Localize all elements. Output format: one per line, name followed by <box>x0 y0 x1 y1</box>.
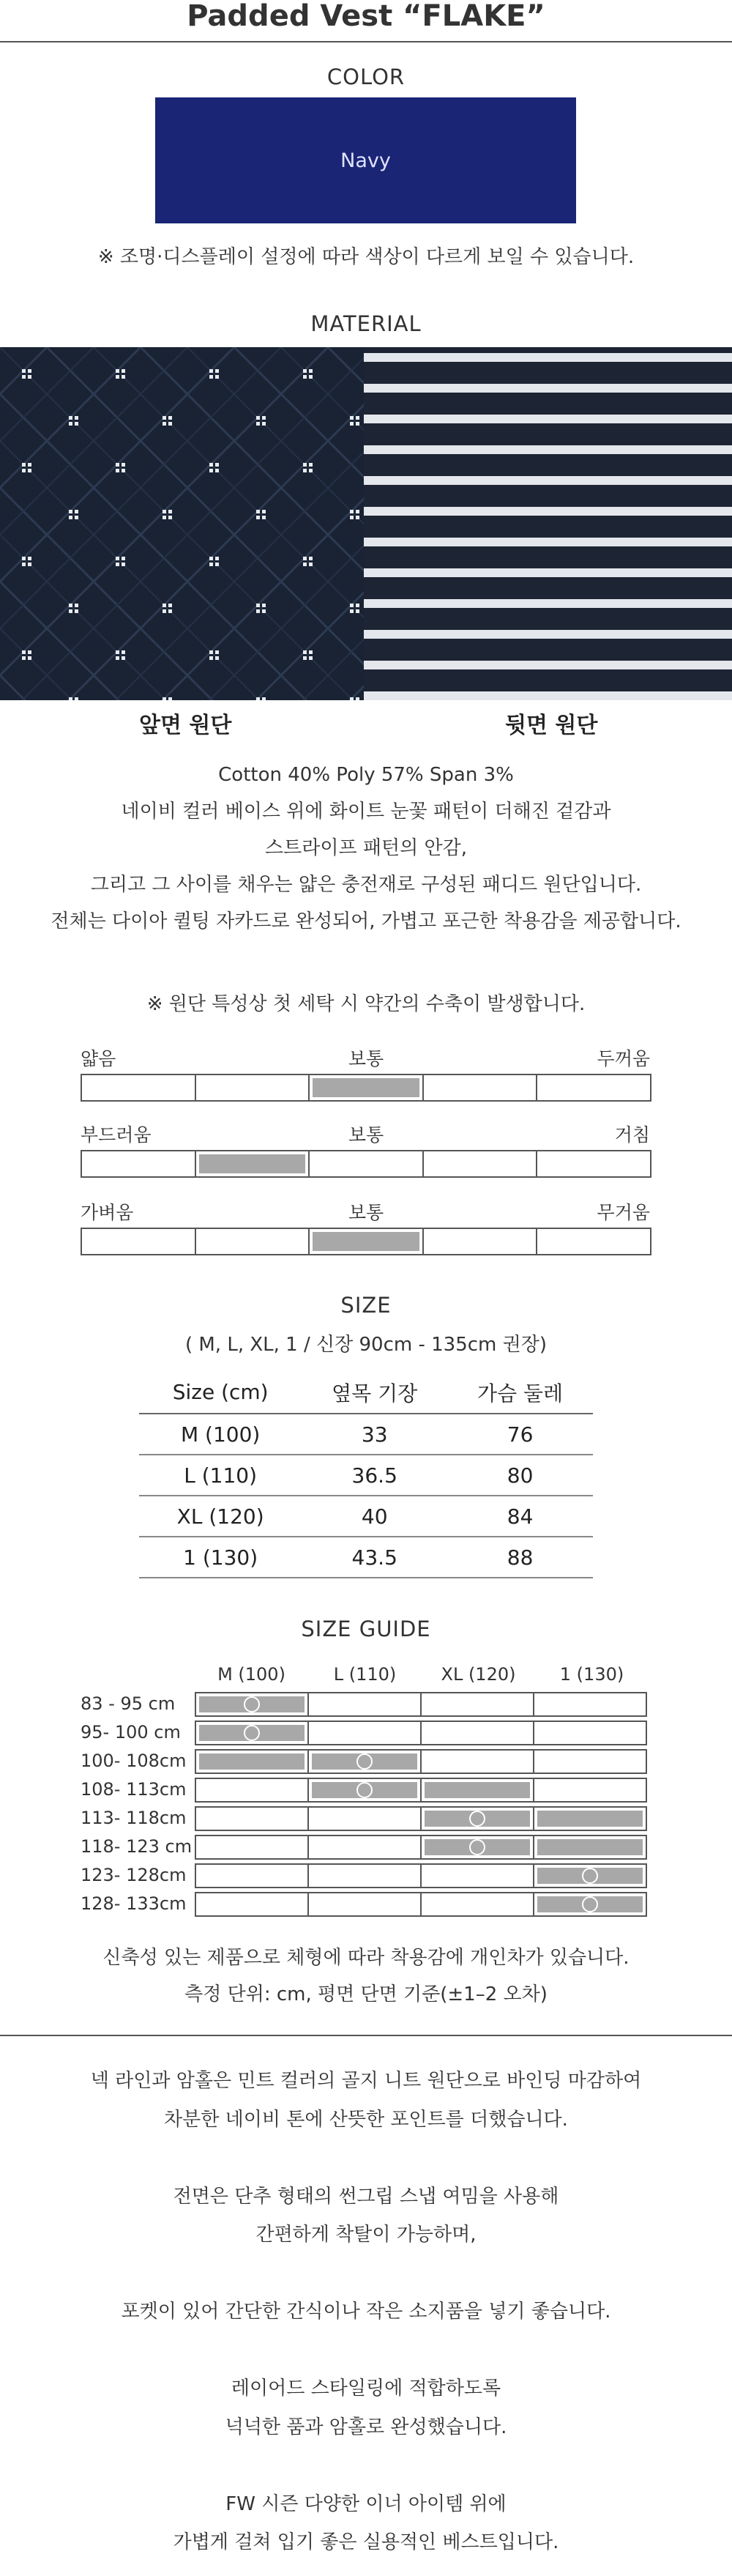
description-line: 넥 라인과 암홀은 민트 컬러의 골지 니트 원단으로 바인딩 마감하여 <box>90 2070 642 2092</box>
table-cell: 1 (130) <box>139 1537 302 1578</box>
size-guide-row-label: 95- 100 cm <box>81 1722 181 1742</box>
scale-cell <box>536 1150 651 1178</box>
size-guide-cell <box>420 1863 534 1888</box>
size-guide-cell <box>307 1835 422 1860</box>
table-cell: 43.5 <box>302 1537 447 1578</box>
recommended-circle-icon <box>244 1696 260 1712</box>
size-guide-note: 신축성 있는 제품으로 체형에 따라 착용감에 개인차가 있습니다. <box>102 1947 630 1969</box>
fabric-back-label: 뒷면 원단 <box>505 713 598 738</box>
size-guide-cell <box>533 1692 647 1717</box>
size-guide-cell <box>307 1692 422 1717</box>
size-guide-row <box>195 1892 651 1917</box>
description-line: 차분한 네이비 톤에 산뜻한 포인트를 더했습니다. <box>164 2109 568 2131</box>
size-guide-col: 1 (130) <box>559 1664 624 1685</box>
divider <box>0 41 732 42</box>
size-guide-row-label: 108- 113cm <box>81 1779 187 1800</box>
size-guide-cell <box>420 1778 534 1803</box>
scale-mid-label: 보통 <box>348 1048 384 1069</box>
scale-mid-label: 보통 <box>348 1202 384 1223</box>
size-guide-col: XL (120) <box>441 1664 516 1685</box>
size-guide-row-label: 123- 128cm <box>81 1865 187 1885</box>
recommended-circle-icon <box>469 1811 485 1827</box>
size-guide-cell <box>533 1749 647 1774</box>
size-guide-cell <box>195 1892 309 1917</box>
scale-right-label: 무거움 <box>597 1202 650 1223</box>
description-line: 넉넉한 품과 암홀로 완성했습니다. <box>225 2416 507 2438</box>
material-line: 그리고 그 사이를 채우는 얇은 충전재로 구성된 패디드 원단입니다. <box>90 874 642 896</box>
size-guide-row <box>195 1778 651 1803</box>
description-line: 간편하게 착탈이 가능하며, <box>255 2224 477 2246</box>
table-row <box>139 1537 593 1578</box>
table-row <box>139 1414 593 1455</box>
fabric-front-label: 앞면 원단 <box>139 713 232 738</box>
scale-right-label: 거침 <box>614 1124 650 1146</box>
scale-cell <box>422 1074 538 1102</box>
fabric-front-image <box>0 347 364 700</box>
size-guide-row <box>195 1721 651 1745</box>
table-cell: 36.5 <box>302 1455 447 1496</box>
size-guide-cell <box>195 1721 309 1745</box>
scale-left-label: 얇음 <box>81 1048 116 1069</box>
size-guide-row-label: 113- 118cm <box>81 1808 187 1828</box>
size-subtitle: ( M, L, XL, 1 / 신장 90cm - 135cm 권장) <box>184 1334 548 1356</box>
recommended-circle-icon <box>582 1896 598 1912</box>
fabric-back-image <box>364 347 732 700</box>
size-table <box>139 1371 593 1578</box>
table-cell: 40 <box>302 1496 447 1537</box>
description-line: 포켓이 있어 간단한 간식이나 작은 소지품을 넣기 좋습니다. <box>121 2301 611 2323</box>
size-guide-row-label: 128- 133cm <box>81 1893 187 1914</box>
scale-cell <box>308 1150 424 1178</box>
material-heading: MATERIAL <box>310 311 422 336</box>
size-guide-columns <box>195 1664 649 1685</box>
size-guide-row <box>195 1749 651 1774</box>
scale-left-label: 부드러움 <box>81 1124 152 1146</box>
description-line: 가볍게 걸쳐 입기 좋은 실용적인 베스트입니다. <box>173 2531 559 2553</box>
scale-cell <box>308 1228 424 1255</box>
scale-bar <box>81 1074 651 1102</box>
material-line: 스트라이프 패턴의 안감, <box>265 837 467 859</box>
size-guide-cell <box>195 1749 309 1774</box>
table-cell: L (110) <box>139 1455 302 1496</box>
page-title: Padded Vest “FLAKE” <box>187 0 545 33</box>
scale-right-label: 두꺼움 <box>597 1048 650 1069</box>
size-guide-cell <box>307 1778 422 1803</box>
color-heading: COLOR <box>326 64 406 89</box>
table-cell: 33 <box>302 1414 447 1455</box>
recommended-circle-icon <box>244 1725 260 1741</box>
size-guide-cell <box>195 1692 309 1717</box>
table-cell: 76 <box>447 1414 593 1455</box>
size-guide-row-label: 100- 108cm <box>81 1751 187 1771</box>
size-col-header: Size (cm) <box>139 1371 302 1414</box>
scale-cell <box>195 1228 310 1255</box>
size-guide-cell <box>420 1835 534 1860</box>
scale-cell <box>195 1150 310 1178</box>
size-guide-row-label: 83 - 95 cm <box>81 1693 176 1714</box>
size-guide-heading: SIZE GUIDE <box>301 1617 431 1641</box>
size-table-header-row <box>139 1371 593 1414</box>
description-line: 전면은 단추 형태의 썬그립 스냅 여밈을 사용해 <box>173 2186 559 2208</box>
size-guide-cell <box>533 1806 647 1831</box>
size-guide-cell <box>533 1863 647 1888</box>
size-col-header: 옆목 기장 <box>302 1371 447 1414</box>
size-guide-cell <box>420 1806 534 1831</box>
size-guide-cell <box>420 1892 534 1917</box>
scale-cell <box>81 1074 196 1102</box>
material-line: 전체는 다이아 퀼팅 자카드로 완성되어, 가볍고 포근한 착용감을 제공합니다. <box>51 910 681 932</box>
size-guide-cell <box>533 1778 647 1803</box>
description-line: 레이어드 스타일링에 적합하도록 <box>231 2378 501 2399</box>
size-guide-cell <box>307 1721 422 1745</box>
color-swatch-label: Navy <box>340 149 391 172</box>
size-guide-note: 측정 단위: cm, 평면 단면 기준(±1–2 오차) <box>184 1983 548 2005</box>
size-guide-row <box>195 1835 651 1860</box>
size-guide-col: L (110) <box>333 1664 397 1685</box>
scale-cell <box>536 1074 651 1102</box>
fabric-front-pattern <box>0 347 364 700</box>
size-guide-cell <box>307 1892 422 1917</box>
divider <box>0 2035 732 2036</box>
shrink-note: ※ 원단 특성상 첫 세탁 시 약간의 수축이 발생합니다. <box>146 993 586 1015</box>
scale-bar <box>81 1150 651 1178</box>
size-heading: SIZE <box>340 1293 392 1318</box>
scale-cell <box>81 1150 196 1178</box>
description-line: FW 시즌 다양한 이너 아이템 위에 <box>225 2493 507 2515</box>
scale-bar <box>81 1228 651 1255</box>
scale-left-label: 가벼움 <box>81 1202 134 1223</box>
recommended-circle-icon <box>356 1753 373 1770</box>
size-guide-cell <box>420 1749 534 1774</box>
material-line: 네이비 컬러 베이스 위에 화이트 눈꽃 패턴이 더해진 겉감과 <box>121 801 611 823</box>
size-guide-cell <box>195 1863 309 1888</box>
size-guide-col: M (100) <box>217 1664 285 1685</box>
scale-mid-label: 보통 <box>348 1124 384 1146</box>
table-cell: 88 <box>447 1537 593 1578</box>
table-cell: 84 <box>447 1496 593 1537</box>
scale-cell <box>308 1074 424 1102</box>
color-swatch <box>155 97 576 223</box>
size-guide-cell <box>195 1835 309 1860</box>
table-cell: 80 <box>447 1455 593 1496</box>
size-guide-row <box>195 1806 651 1831</box>
table-cell: M (100) <box>139 1414 302 1455</box>
size-guide-cell <box>420 1721 534 1745</box>
table-cell: XL (120) <box>139 1496 302 1537</box>
size-guide-row <box>195 1692 651 1717</box>
size-guide-cell <box>420 1692 534 1717</box>
color-note: ※ 조명·디스플레이 설정에 따라 색상이 다르게 보일 수 있습니다. <box>97 246 635 268</box>
recommended-circle-icon <box>356 1782 373 1798</box>
table-row <box>139 1496 593 1537</box>
size-guide-row-label: 118- 123 cm <box>81 1836 193 1857</box>
table-row <box>139 1455 593 1496</box>
recommended-circle-icon <box>469 1839 485 1855</box>
size-guide-cell <box>307 1806 422 1831</box>
size-guide-cell <box>533 1721 647 1745</box>
scale-cell <box>422 1150 538 1178</box>
size-guide-cell <box>195 1806 309 1831</box>
scale-cell <box>536 1228 651 1255</box>
size-guide-cell <box>307 1863 422 1888</box>
size-guide-cell <box>533 1835 647 1860</box>
material-composition: Cotton 40% Poly 57% Span 3% <box>218 764 514 786</box>
recommended-circle-icon <box>582 1868 598 1884</box>
size-guide-cell <box>307 1749 422 1774</box>
scale-cell <box>195 1074 310 1102</box>
size-guide-cell <box>533 1892 647 1917</box>
scale-cell <box>422 1228 538 1255</box>
fabric-back-pattern <box>364 347 732 700</box>
scale-cell <box>81 1228 196 1255</box>
size-guide-row <box>195 1863 651 1888</box>
size-guide-cell <box>195 1778 309 1803</box>
size-col-header: 가슴 둘레 <box>447 1371 593 1414</box>
